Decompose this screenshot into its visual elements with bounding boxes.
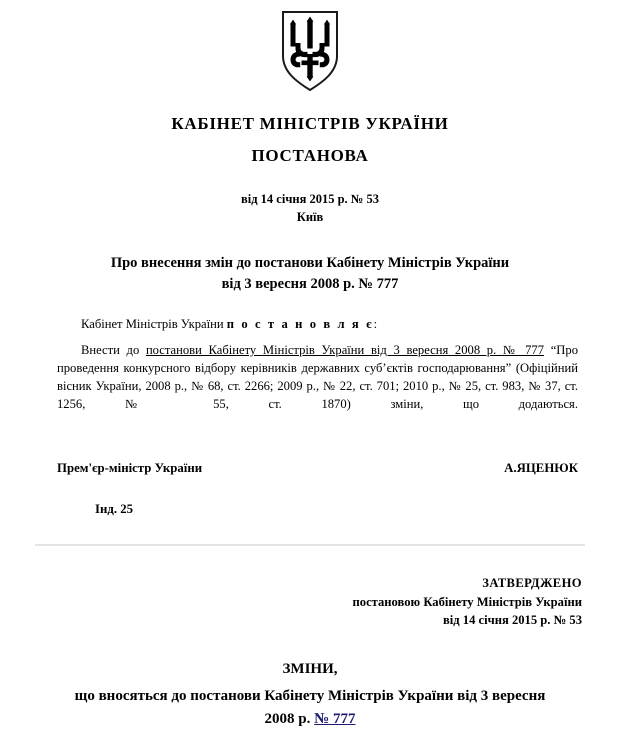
document-index: Інд. 25 xyxy=(95,502,134,517)
link-annex-777[interactable]: № 777 xyxy=(314,710,356,727)
approval-line-2: постановою Кабінету Міністрів України xyxy=(352,594,582,609)
signatory-position: Прем'єр-міністр України xyxy=(57,461,203,476)
document-date-number: від 14 січня 2015 р. № 53 xyxy=(241,192,379,206)
annex-subtitle xyxy=(58,685,562,730)
link-resolution-777[interactable]: постанови Кабінету Міністрів України від 3 вересня 2008 р. № 777 xyxy=(145,343,545,358)
signature-row xyxy=(57,461,578,476)
ukrainian-coat-of-arms-tryzub-icon xyxy=(279,10,341,92)
resolution-intro xyxy=(57,317,578,332)
document-city: Київ xyxy=(296,210,324,224)
approval-heading: ЗАТВЕРДЖЕНО xyxy=(482,576,582,591)
organization-title: КАБІНЕТ МІНІСТРІВ УКРАЇНИ xyxy=(171,114,449,133)
coat-of-arms-container xyxy=(20,0,600,92)
subject-line-1: Про внесення змін до постанови Кабінету Міністрів України xyxy=(110,255,510,271)
approval-block xyxy=(20,574,600,629)
resolution-intro-prefix: Кабінет Міністрів України xyxy=(81,317,227,332)
section-divider xyxy=(35,544,585,546)
document-kind-title: ПОСТАНОВА xyxy=(251,146,369,165)
signatory-name: А.ЯЦЕНЮК xyxy=(504,461,578,476)
resolution-main-paragraph xyxy=(57,342,578,431)
resolution-intro-verb: п о с т а н о в л я є xyxy=(226,317,374,332)
annex-subtitle-text: що вносяться до постанови Кабінету Міністрів України від 3 вересня 2008 р. xyxy=(74,688,546,727)
subject-line-2: від 3 вересня 2008 р. № 777 xyxy=(221,276,399,293)
main-text-after-link: “Про проведення конкурсного відбору керівників державних субʼєктів господарювання” (Офіційний вісник України, 2008 р., № 68, ст. 2266; 2009 р., № 22, ст. 701; 2010 р., № 25, ст. 983, № 37, ст. 1256, № 55, ст. 1870) зміни, що додаються. xyxy=(57,343,578,411)
document-body xyxy=(57,317,578,431)
annex-title: ЗМІНИ, xyxy=(282,661,338,678)
approval-line-3: від 14 січня 2015 р. № 53 xyxy=(442,612,582,627)
document-subject-heading xyxy=(52,253,568,295)
resolution-intro-colon: : xyxy=(373,317,378,332)
main-text-before-link: Внести до xyxy=(81,343,146,358)
